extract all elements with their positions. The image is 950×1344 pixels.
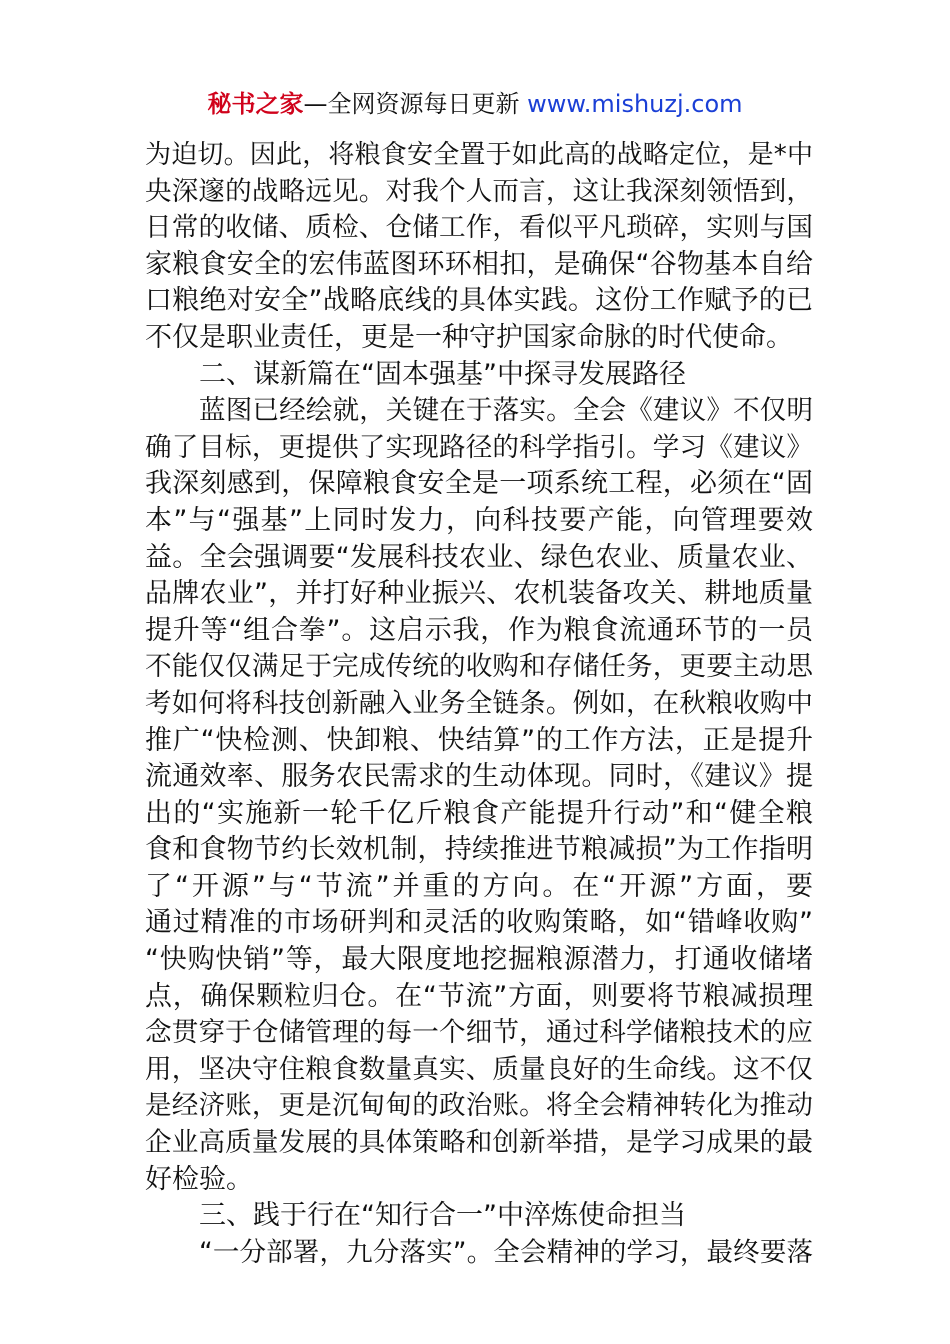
- text-line: 了“开源”与“节流”并重的方向。在“开源”方面，要: [145, 870, 813, 902]
- text-line: “一分部署，九分落实”。全会精神的学习，最终要落: [199, 1236, 813, 1268]
- text-line: 为迫切。因此，将粮食安全置于如此高的战略定位，是*中: [145, 140, 813, 170]
- text-line: 确了目标，更提供了实现路径的科学指引。学习《建议》: [145, 431, 813, 463]
- site-header: [0, 86, 950, 122]
- section-heading-3: 三、践于行在“知行合一”中淬炼使命担当: [199, 1200, 686, 1232]
- text-line: 食和食物节约长效机制，持续推进节粮减损”为工作指明: [145, 834, 813, 866]
- text-line: 品牌农业”，并打好种业振兴、农机装备攻关、耕地质量: [145, 578, 813, 610]
- text-line: 提升等“组合拳”。这启示我，作为粮食流通环节的一员: [145, 614, 813, 646]
- text-line: 企业高质量发展的具体策略和创新举措，是学习成果的最: [145, 1127, 813, 1159]
- text-line: 家粮食安全的宏伟蓝图环环相扣，是确保“谷物基本自给: [145, 248, 813, 280]
- text-line: 口粮绝对安全”战略底线的具体实践。这份工作赋予的已: [145, 285, 813, 317]
- text-line: 点，确保颗粒归仓。在“节流”方面，则要将节粮减损理: [145, 980, 813, 1012]
- text-line: 益。全会强调要“发展科技农业、绿色农业、质量农业、: [145, 541, 813, 573]
- section-heading-2: 二、谋新篇在“固本强基”中探寻发展路径: [199, 358, 686, 390]
- site-url-link[interactable]: www.mishuzj.com: [527, 90, 743, 118]
- text-line: 蓝图已经绘就，关键在于落实。全会《建议》不仅明: [199, 395, 813, 427]
- text-line: 不仅是职业责任，更是一种守护国家命脉的时代使命。: [145, 321, 793, 353]
- text-line: 流通效率、服务农民需求的生动体现。同时，《建议》提: [145, 761, 813, 793]
- text-line: 出的“实施新一轮千亿斤粮食产能提升行动”和“健全粮: [145, 797, 813, 829]
- text-line: 央深邃的战略远见。对我个人而言，这让我深刻领悟到，: [145, 175, 813, 207]
- text-line: 念贯穿于仓储管理的每一个细节，通过科学储粮技术的应: [145, 1017, 813, 1049]
- text-line: 通过精准的市场研判和灵活的收购策略，如“错峰收购”: [145, 907, 813, 939]
- text-line: 我深刻感到，保障粮食安全是一项系统工程，必须在“固: [145, 468, 813, 500]
- text-line: 不能仅仅满足于完成传统的收购和存储任务，更要主动思: [145, 651, 813, 683]
- text-line: 是经济账，更是沉甸甸的政治账。将全会精神转化为推动: [145, 1090, 813, 1122]
- text-line: 考如何将科技创新融入业务全链条。例如，在秋粮收购中: [145, 687, 813, 719]
- text-line: 日常的收储、质检、仓储工作，看似平凡琐碎，实则与国: [145, 212, 813, 244]
- text-line: “快购快销”等，最大限度地挖掘粮源潜力，打通收储堵: [145, 944, 813, 976]
- text-line: 好检验。: [145, 1163, 253, 1195]
- site-tagline: —全网资源每日更新: [303, 90, 528, 118]
- text-line: 推广“快检测、快卸粮、快结算”的工作方法，正是提升: [145, 724, 813, 756]
- document-body: [145, 137, 813, 1271]
- site-brand: 秘书之家: [207, 90, 304, 118]
- text-line: 本”与“强基”上同时发力，向科技要产能，向管理要效: [145, 504, 813, 536]
- text-line: 用，坚决守住粮食数量真实、质量良好的生命线。这不仅: [145, 1053, 813, 1085]
